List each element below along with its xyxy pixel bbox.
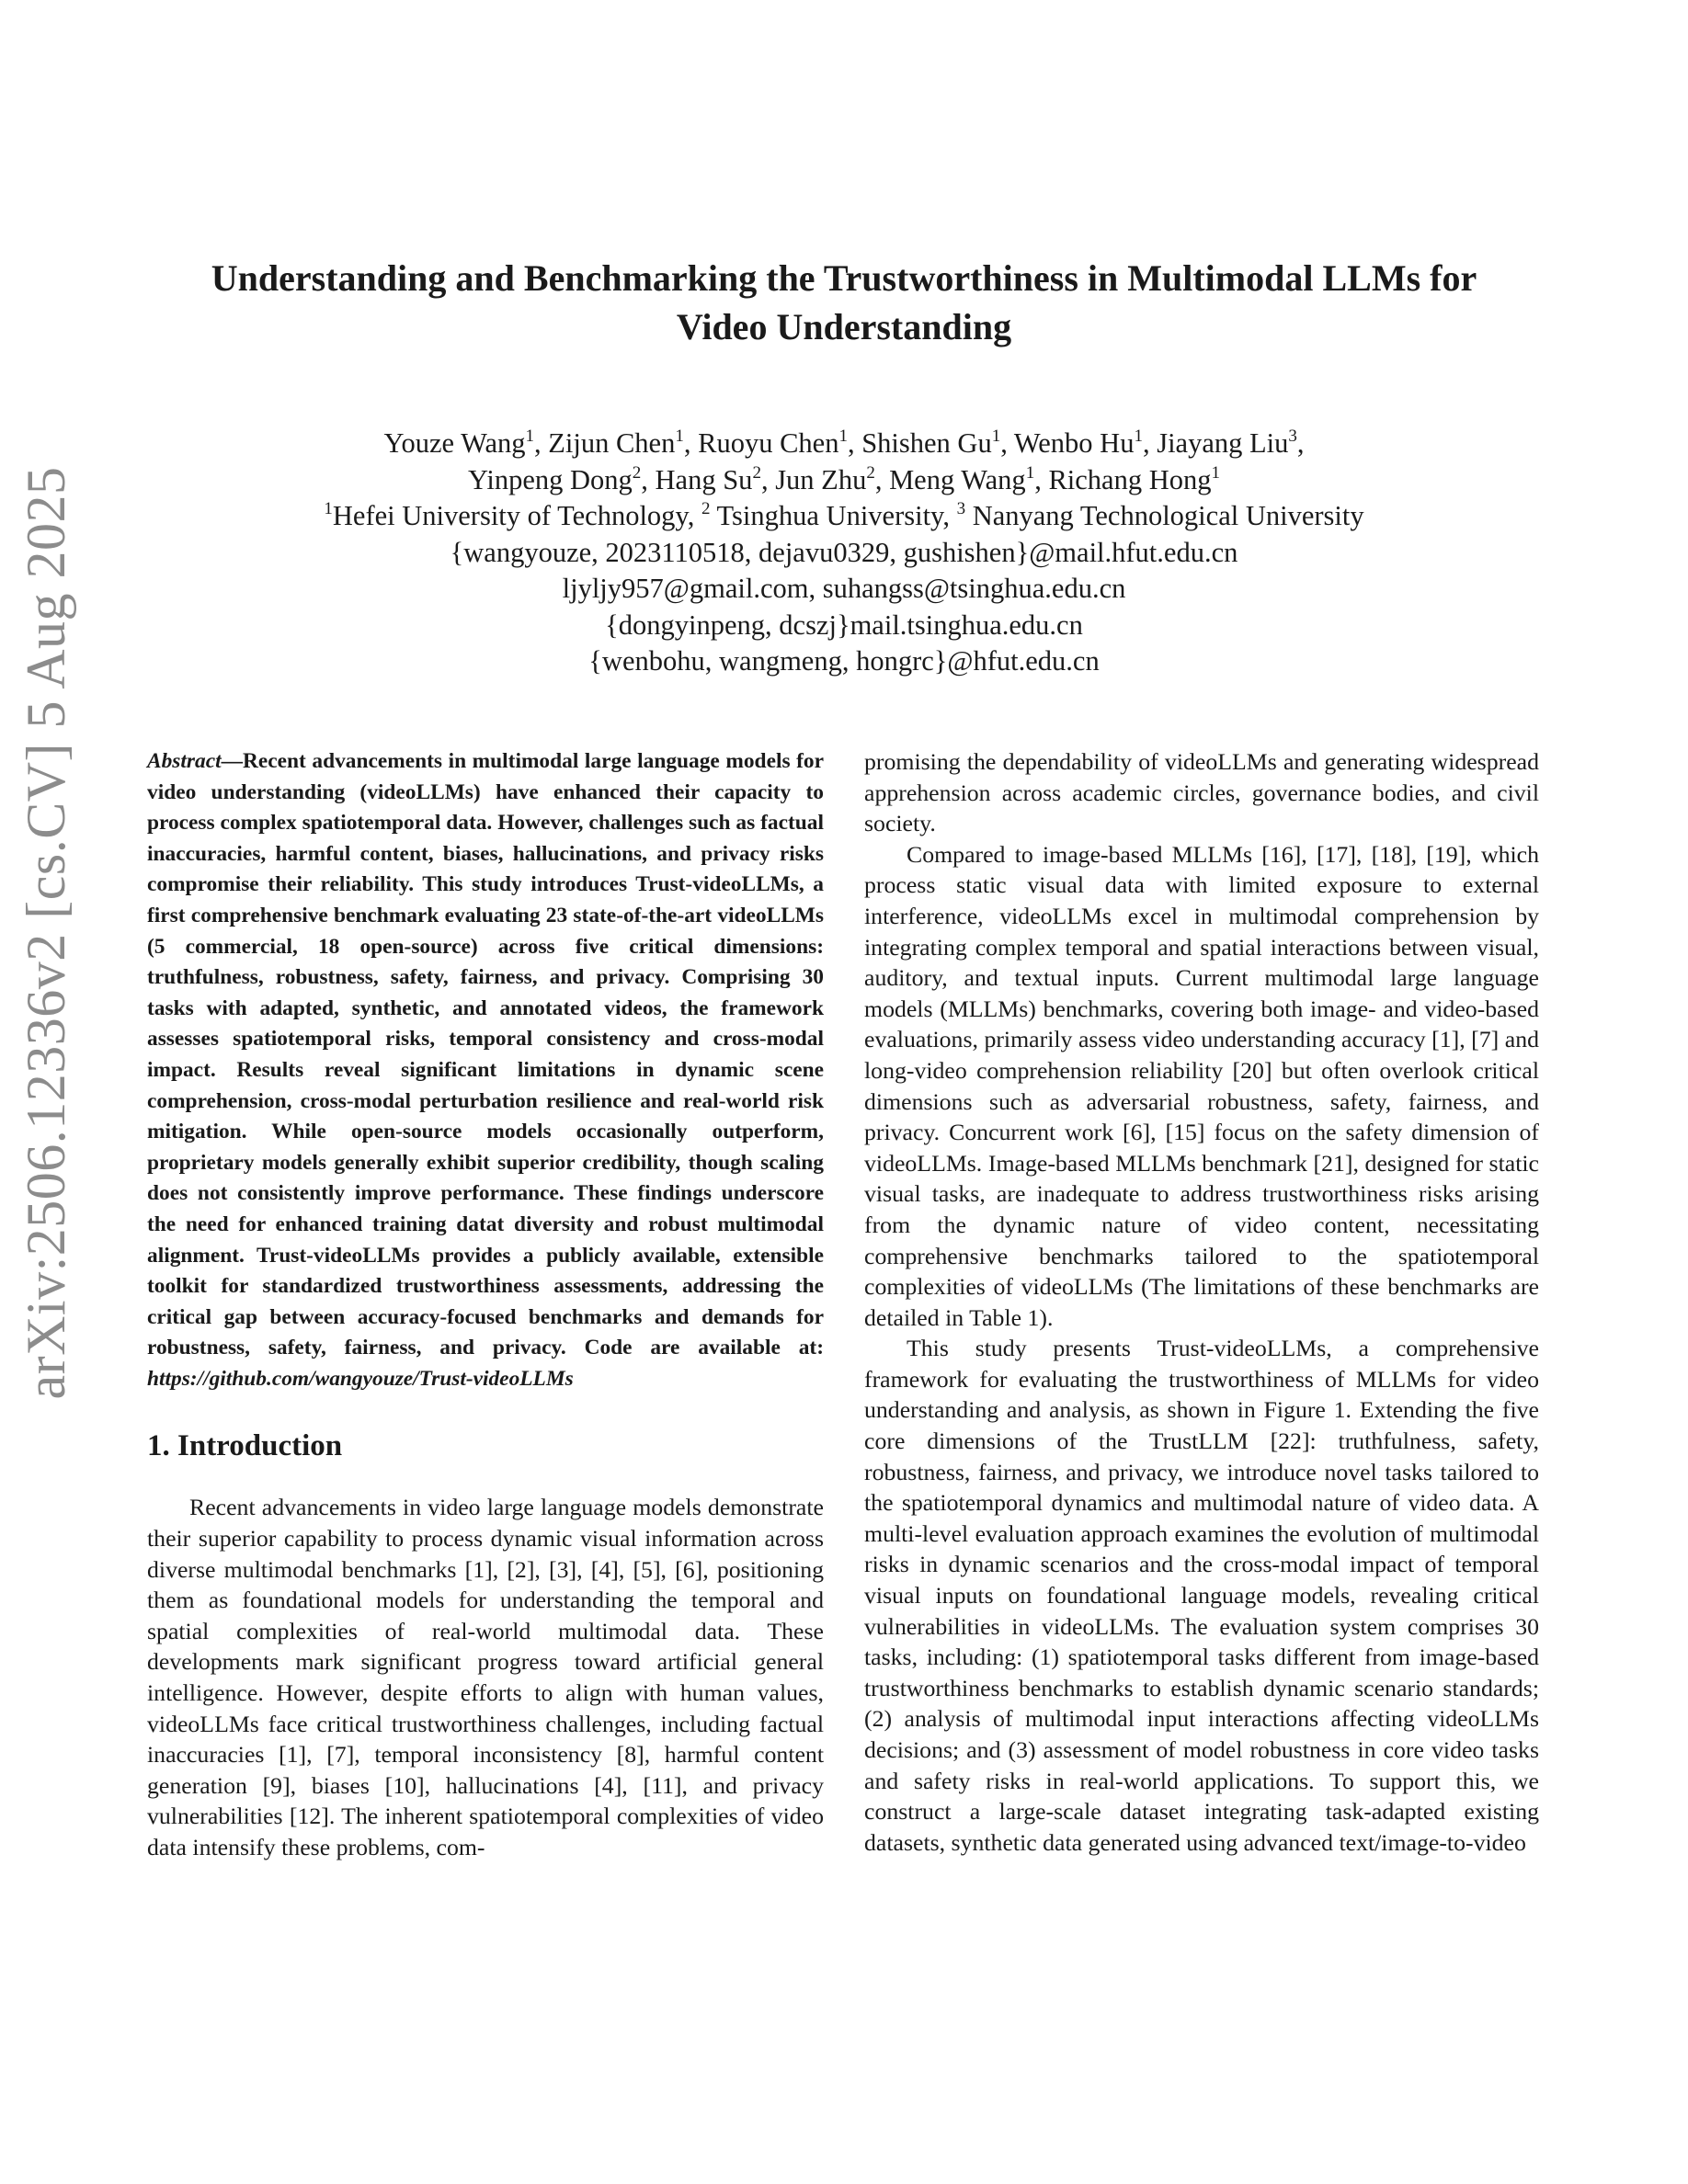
author-affiliation-marker: 1	[1211, 462, 1220, 483]
abstract	[147, 746, 824, 1394]
author-name: Hang Su	[655, 463, 753, 495]
author-name: Zijun Chen	[548, 427, 676, 459]
author-name: Richang Hong	[1048, 463, 1212, 495]
author-name: Yinpeng Dong	[468, 463, 633, 495]
paper-title	[147, 254, 1541, 351]
author-affiliation-marker: 1	[525, 427, 535, 446]
email-line: ljyljy957@gmail.com, suhangss@tsinghua.edu.cn	[562, 573, 1126, 604]
author-affiliation-marker: 1	[1025, 462, 1035, 483]
section-heading-introduction: 1. Introduction	[147, 1429, 343, 1463]
intro-paragraph: This study presents Trust-videoLLMs, a comprehensive framework for evaluating the trustworthiness of MLLMs for video understanding and analysis, as shown in Figure 1. Extending the five core dimensions of the TrustLLM [22]: truthfulness, safety, robustness, fairness, and privacy, we introduce novel tasks tailored to the spatiotemporal dynamics and multimodal nature of video data. A multi-level evaluation approach examines the evolution of multimodal risks in dynamic scenarios and the cross-modal impact of temporal visual inputs on foundational language models, revealing critical vulnerabilities in videoLLMs. The evaluation system comprises 30 tasks, including: (1) spatiotemporal tasks different from image-based trustworthiness benchmarks to establish dynamic scenario standards; (2) analysis of multimodal input interactions affecting videoLLMs decisions; and (3) assessment of model robustness in core video tasks and safety risks in real-world applications. To support this, we construct a large-scale dataset integrating task-adapted existing datasets, synthetic data generated using advanced text/image-to-video	[864, 1335, 1539, 1856]
abstract-label: Abstract	[147, 749, 222, 773]
author-name: Meng Wang	[889, 463, 1026, 495]
author-line-2: Yinpeng Dong$^2$, Hang Su$^2$, Jun Zhu$^2$, Meng Wang$^1$, Richang Hong$^1$	[468, 462, 1220, 495]
author-affiliation-marker: 2	[752, 462, 761, 483]
title-line-2: Video Understanding	[676, 306, 1012, 347]
affiliation-marker: 3	[956, 499, 966, 518]
email-line: {wangyouze, 2023110518, dejavu0329, gushishen}@mail.hfut.edu.cn	[450, 536, 1238, 568]
email-line: {dongyinpeng, dcszj}mail.tsinghua.edu.cn	[605, 609, 1083, 641]
email-line: {wenbohu, wangmeng, hongrc}@hfut.edu.cn	[588, 645, 1100, 677]
author-name: Ruoyu Chen	[698, 427, 839, 459]
abstract-dash: —	[221, 749, 243, 773]
author-affiliation-marker: 3	[1288, 427, 1297, 446]
code-link[interactable]: https://github.com/wangyouze/Trust-videoLLMs	[147, 1366, 574, 1391]
affiliation-name: Hefei University of Technology	[332, 500, 688, 531]
intro-paragraph: Recent advancements in video large language models demonstrate their superior capability to process dynamic visual information across diverse multimodal benchmarks [1], [2], [3], [4], [5], [6], positioning them as foundational models for understanding the temporal and spatial complexities of real-world multimodal data. These developments mark significant progress toward artificial general intelligence. However, despite efforts to align with human values, videoLLMs face critical trustworthiness challenges, including factual inaccuracies [1], [7], temporal inconsistency [8], harmful content generation [9], biases [10], hallucinations [4], [11], and privacy vulnerabilities [12]. The inherent spatiotemporal complexities of video data intensify these problems, com-	[147, 1494, 824, 1860]
affiliation-marker: 2	[701, 499, 711, 518]
intro-paragraph: Compared to image-based MLLMs [16], [17], [18], [19], which process static visual data with limited exposure to external interference, videoLLMs excel in multimodal comprehension by integrating complex temporal and spatial interactions between visual, auditory, and textual inputs. Current multimodal large language models (MLLMs) benchmarks, covering both image- and video-based evaluations, primarily assess video understanding accuracy [1], [7] and long-video comprehension reliability [20] but often overlook critical dimensions such as adversarial robustness, safety, fairness, and privacy. Concurrent work [6], [15] focus on the safety dimension of videoLLMs. Image-based MLLMs benchmark [21], designed for static visual tasks, are inadequate to address trustworthiness risks arising from the dynamic nature of video content, necessitating comprehensive benchmarks tailored to the spatiotemporal complexities of videoLLMs (The limitations of these benchmarks are detailed in Table 1).	[864, 840, 1539, 1331]
author-line-1: Youze Wang$^1$, Zijun Chen$^1$, Ruoyu Chen$^1$, Shishen Gu$^1$, Wenbo Hu$^1$, Jiayang Liu$^3$,	[383, 427, 1305, 459]
right-column	[864, 746, 1539, 1858]
author-affiliation-marker: 1	[1134, 427, 1143, 446]
author-affiliation-marker: 2	[632, 462, 642, 483]
author-affiliation-marker: 1	[675, 427, 684, 446]
author-block	[147, 426, 1541, 680]
affiliation-marker: 1	[324, 499, 333, 518]
affiliation-name: Nanyang Technological University	[972, 500, 1364, 531]
author-name: Jiayang Liu	[1157, 427, 1289, 459]
author-name: Shishen Gu	[861, 427, 992, 459]
author-name: Wenbo Hu	[1013, 427, 1135, 459]
affiliation-name: Tsinghua University	[716, 500, 943, 531]
author-affiliation-marker: 2	[866, 462, 875, 483]
affiliations-line: $^1$Hefei University of Technology, $^2$ Tsinghua University, $^3$ Nanyang Technological University	[324, 499, 1364, 531]
left-column	[147, 746, 824, 1863]
intro-paragraph-continuation: promising the dependability of videoLLMs and generating widespread apprehension across academic circles, governance bodies, and civil society.	[864, 748, 1539, 837]
abstract-body: Recent advancements in multimodal large language models for video understanding (videoLLMs) have enhanced their capacity to process complex spatiotemporal data. However, challenges such as factual inaccuracies, harmful content, biases, hallucinations, and privacy risks compromise their reliability. This study introduces Trust-videoLLMs, a first comprehensive benchmark evaluating 23 state-of-the-art videoLLMs (5 commercial, 18 open-source) across five critical dimensions: truthfulness, robustness, safety, fairness, and privacy. Comprising 30 tasks with adapted, synthetic, and annotated videos, the framework assesses spatiotemporal risks, temporal consistency and cross-modal impact. Results reveal significant limitations in dynamic scene comprehension, cross-modal perturbation resilience and real-world risk mitigation. While open-source models occasionally outperform, proprietary models generally exhibit superior credibility, though scaling does not consistently improve performance. These findings underscore the need for enhanced training datat diversity and robust multimodal alignment. Trust-videoLLMs provides a publicly available, extensible toolkit for standardized trustworthiness assessments, addressing the critical gap between accuracy-focused benchmarks and demands for robustness, safety, fairness, and privacy. Code are available at:	[147, 749, 824, 1360]
author-affiliation-marker: 1	[838, 427, 848, 446]
arxiv-identifier: arXiv:2506.12336v2 [cs.CV] 5 Aug 2025	[16, 466, 76, 1400]
author-name: Jun Zhu	[775, 463, 867, 495]
author-name: Youze Wang	[383, 427, 526, 459]
author-affiliation-marker: 1	[991, 427, 1001, 446]
title-line-1: Understanding and Benchmarking the Trustworthiness in Multimodal LLMs for	[211, 257, 1477, 299]
